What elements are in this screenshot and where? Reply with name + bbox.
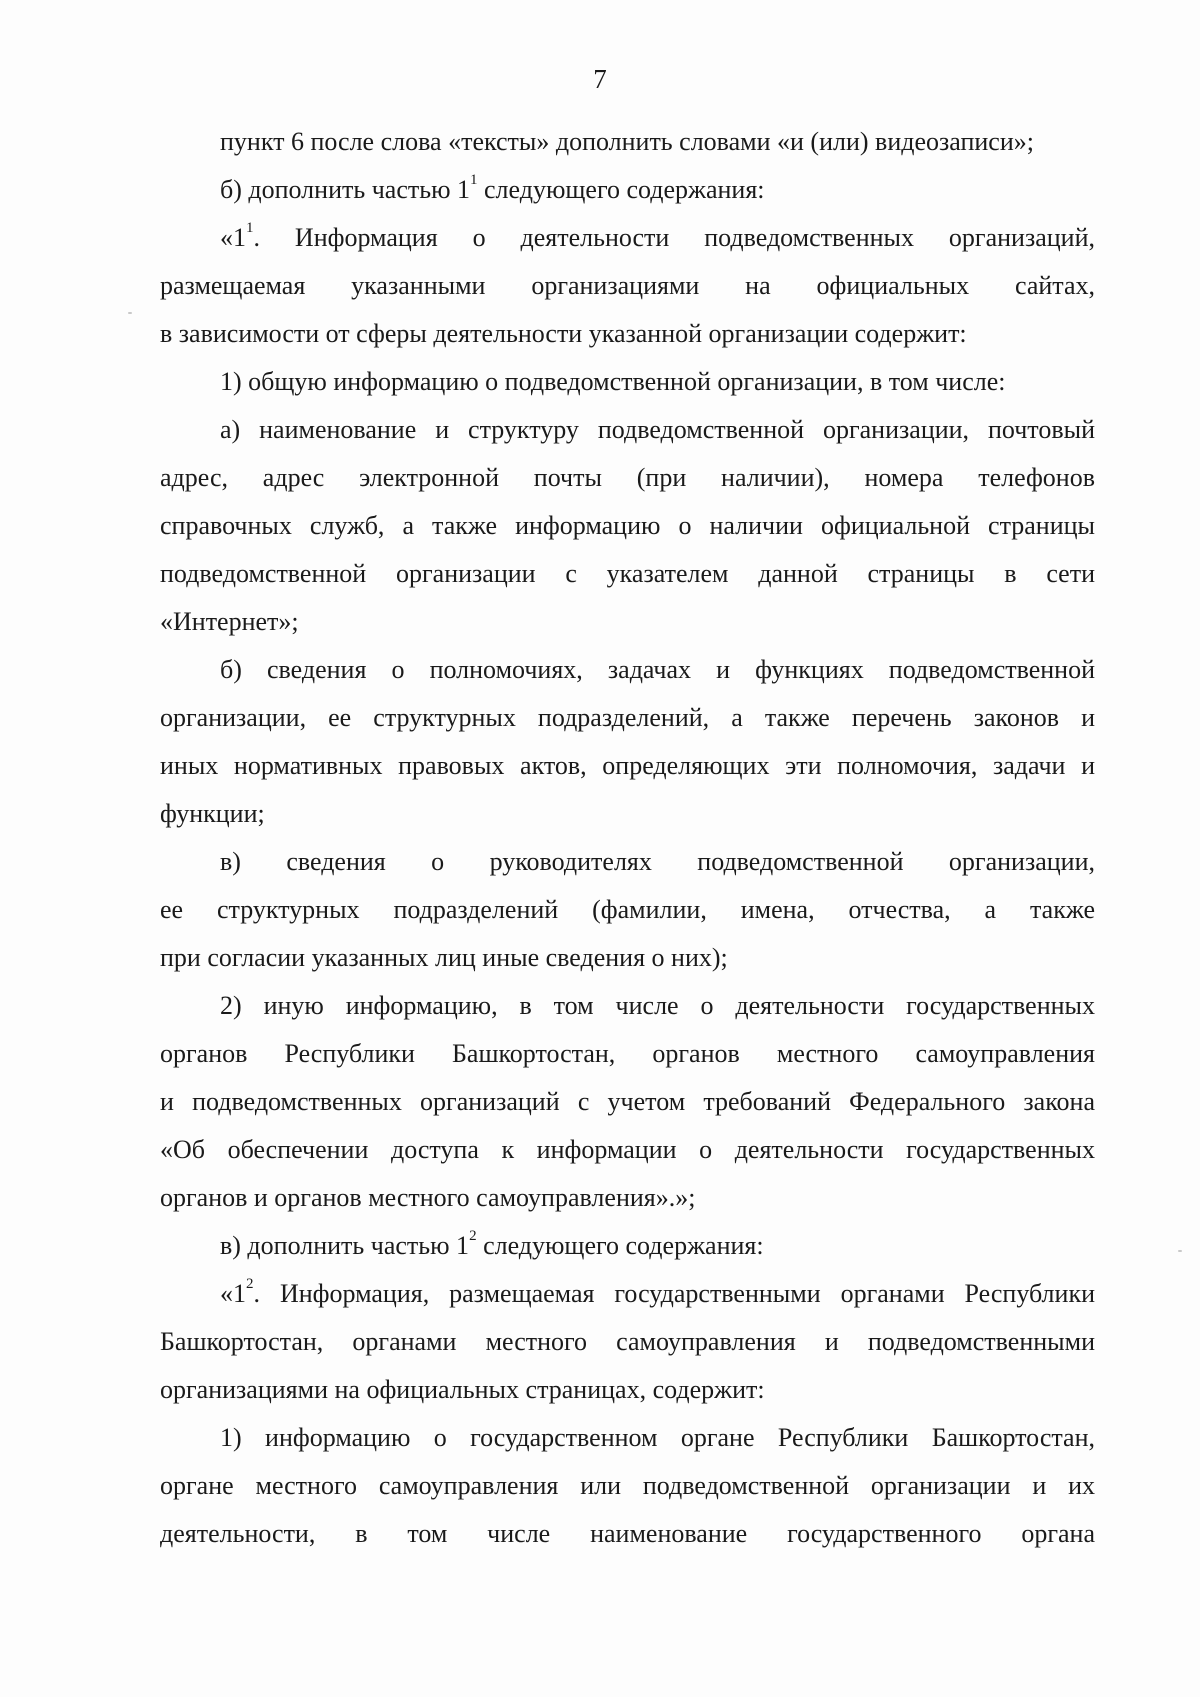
text-line-content: «Интернет»; (160, 607, 299, 636)
text-line-content: 2) иную информацию, в том числе о деятельности государственных (220, 991, 1095, 1020)
superscript: 1 (246, 220, 254, 236)
text-line (160, 310, 1095, 358)
document-body (160, 118, 1095, 1558)
page-number: 7 (593, 64, 607, 94)
text-line (160, 1270, 1095, 1318)
text-line (160, 838, 1095, 886)
text-line (160, 1030, 1095, 1078)
text-line-content: б) сведения о полномочиях, задачах и функциях подведомственной (220, 655, 1095, 684)
text-line (160, 1414, 1095, 1462)
superscript: 1 (470, 172, 478, 188)
text-line-content: в) сведения о руководителях подведомственной организации, (220, 847, 1095, 876)
text-line (160, 694, 1095, 742)
text-line-content: адрес, адрес электронной почты (при наличии), номера телефонов (160, 463, 1095, 492)
text-line (160, 454, 1095, 502)
text-line-content: в) дополнить частью 1 (220, 1231, 470, 1260)
text-line (160, 742, 1095, 790)
text-line (160, 982, 1095, 1030)
text-line-continuation: следующего содержания: (477, 175, 765, 204)
text-line (160, 1174, 1095, 1222)
text-line-content: ее структурных подразделений (фамилии, имена, отчества, а также (160, 895, 1095, 924)
text-line (160, 1078, 1095, 1126)
text-line-content: «1 (220, 1279, 246, 1308)
text-line-content: Башкортостан, органами местного самоуправления и подведомственными (160, 1327, 1095, 1356)
text-line-content: 1) общую информацию о подведомственной организации, в том числе: (220, 367, 1006, 396)
text-line-continuation: . Информация о деятельности подведомственных организаций, (253, 223, 1095, 252)
superscript: 2 (469, 1228, 477, 1244)
text-line (160, 358, 1095, 406)
text-line-content: 1) информацию о государственном органе Республики Башкортостан, (220, 1423, 1095, 1452)
text-line (160, 1366, 1095, 1414)
text-line-content: справочных служб, а также информацию о наличии официальной страницы (160, 511, 1095, 540)
text-line (160, 1510, 1095, 1558)
text-line (160, 166, 1095, 214)
text-line-content: деятельности, в том числе наименование государственного органа (160, 1519, 1095, 1548)
text-line-continuation: следующего содержания: (476, 1231, 764, 1260)
text-line-content: функции; (160, 799, 265, 828)
text-line (160, 1318, 1095, 1366)
text-line (160, 406, 1095, 454)
text-line-content: органов и органов местного самоуправления».»; (160, 1183, 696, 1212)
text-line-content: «Об обеспечении доступа к информации о деятельности государственных (160, 1135, 1095, 1164)
text-line-content: органе местного самоуправления или подведомственной организации и их (160, 1471, 1095, 1500)
text-line (160, 646, 1095, 694)
text-line (160, 262, 1095, 310)
text-line-continuation: . Информация, размещаемая государственными органами Республики (253, 1279, 1095, 1308)
text-line-content: органов Республики Башкортостан, органов местного самоуправления (160, 1039, 1095, 1068)
scan-speck (1178, 1250, 1182, 1252)
text-line-content: подведомственной организации с указателем данной страницы в сети (160, 559, 1095, 588)
text-line-content: «1 (220, 223, 246, 252)
text-line (160, 886, 1095, 934)
text-line-content: и подведомственных организаций с учетом требований Федерального закона (160, 1087, 1095, 1116)
text-line (160, 214, 1095, 262)
text-line-content: пункт 6 после слова «тексты» дополнить словами «и (или) видеозаписи»; (220, 127, 1034, 156)
text-line (160, 790, 1095, 838)
text-line (160, 502, 1095, 550)
text-line (160, 598, 1095, 646)
superscript: 2 (246, 1276, 254, 1292)
text-line-content: а) наименование и структуру подведомственной организации, почтовый (220, 415, 1095, 444)
text-line (160, 1462, 1095, 1510)
text-line-content: размещаемая указанными организациями на официальных сайтах, (160, 271, 1095, 300)
text-line (160, 934, 1095, 982)
text-line-content: организации, ее структурных подразделений, а также перечень законов и (160, 703, 1095, 732)
text-line-content: организациями на официальных страницах, содержит: (160, 1375, 765, 1404)
text-line (160, 118, 1095, 166)
scan-speck (128, 312, 132, 314)
text-line (160, 550, 1095, 598)
text-line-content: б) дополнить частью 1 (220, 175, 471, 204)
text-line (160, 1126, 1095, 1174)
text-line-content: при согласии указанных лиц иные сведения о них); (160, 943, 728, 972)
text-line-content: иных нормативных правовых актов, определяющих эти полномочия, задачи и (160, 751, 1095, 780)
text-line (160, 1222, 1095, 1270)
text-line-content: в зависимости от сферы деятельности указанной организации содержит: (160, 319, 967, 348)
